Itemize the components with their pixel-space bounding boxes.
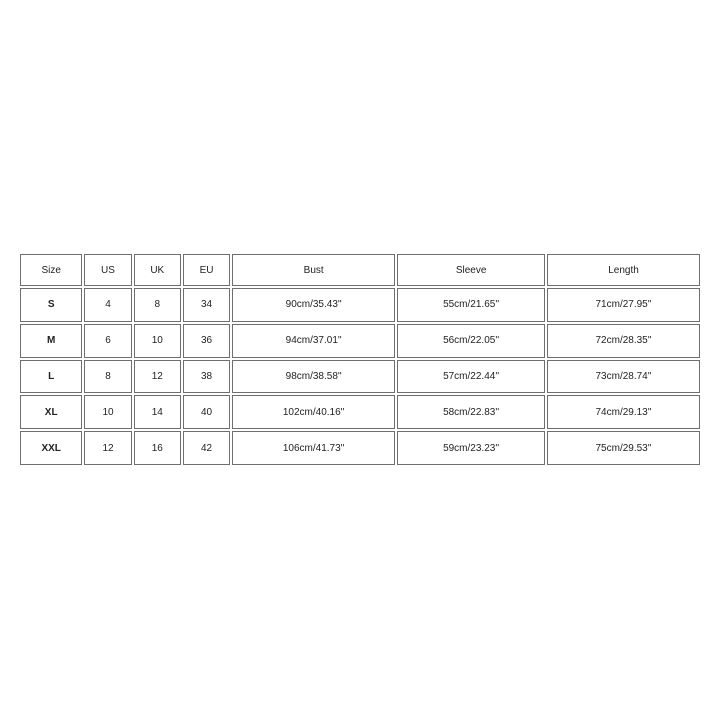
header-row [20,254,700,286]
us-cell: 8 [84,360,131,394]
size-cell: XXL [20,431,82,465]
eu-cell: 36 [183,324,230,358]
size-cell: M [20,324,82,358]
size-chart-table [18,252,702,467]
header-length: Length [547,254,700,286]
eu-cell: 40 [183,395,230,429]
length-cell: 71cm/27.95'' [547,288,700,322]
header-sleeve: Sleeve [397,254,545,286]
table-row [20,395,700,429]
uk-cell: 10 [134,324,181,358]
us-cell: 10 [84,395,131,429]
header-us: US [84,254,131,286]
uk-cell: 16 [134,431,181,465]
size-cell: XL [20,395,82,429]
table-row [20,288,700,322]
bust-cell: 90cm/35.43'' [232,288,395,322]
bust-cell: 106cm/41.73'' [232,431,395,465]
bust-cell: 98cm/38.58'' [232,360,395,394]
sleeve-cell: 57cm/22.44'' [397,360,545,394]
table-row [20,360,700,394]
header-uk: UK [134,254,181,286]
uk-cell: 14 [134,395,181,429]
length-cell: 74cm/29.13'' [547,395,700,429]
sleeve-cell: 58cm/22.83'' [397,395,545,429]
size-cell: L [20,360,82,394]
table-row [20,431,700,465]
header-eu: EU [183,254,230,286]
length-cell: 75cm/29.53'' [547,431,700,465]
us-cell: 4 [84,288,131,322]
us-cell: 12 [84,431,131,465]
bust-cell: 94cm/37.01'' [232,324,395,358]
uk-cell: 12 [134,360,181,394]
eu-cell: 38 [183,360,230,394]
sleeve-cell: 55cm/21.65'' [397,288,545,322]
sleeve-cell: 59cm/23.23'' [397,431,545,465]
size-cell: S [20,288,82,322]
table-row [20,324,700,358]
uk-cell: 8 [134,288,181,322]
bust-cell: 102cm/40.16'' [232,395,395,429]
us-cell: 6 [84,324,131,358]
header-bust: Bust [232,254,395,286]
eu-cell: 34 [183,288,230,322]
eu-cell: 42 [183,431,230,465]
length-cell: 72cm/28.35'' [547,324,700,358]
header-size: Size [20,254,82,286]
length-cell: 73cm/28.74'' [547,360,700,394]
sleeve-cell: 56cm/22.05'' [397,324,545,358]
